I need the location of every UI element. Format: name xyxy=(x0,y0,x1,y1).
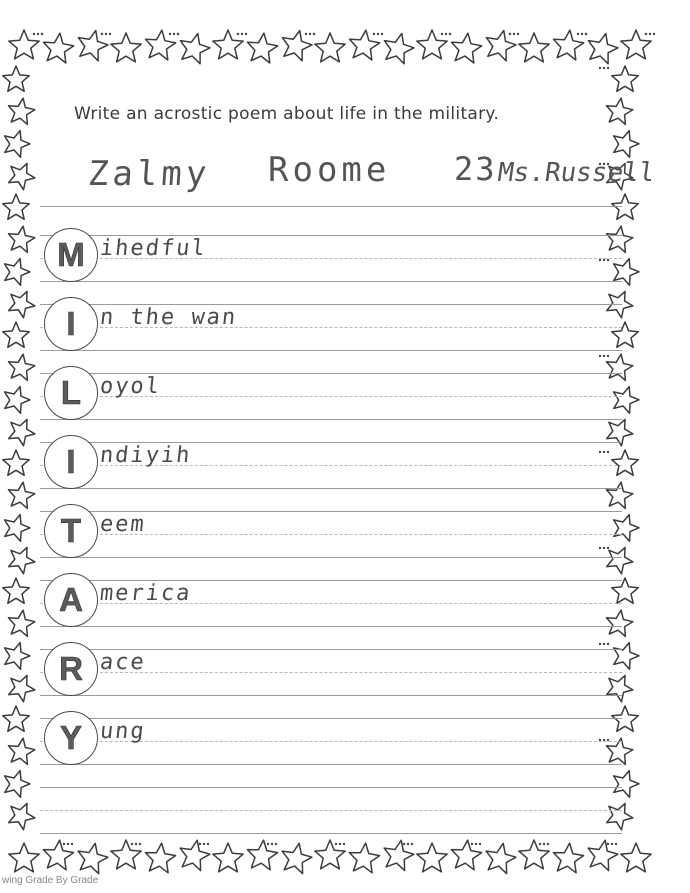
dot-ornament xyxy=(41,33,43,35)
dot-ornament xyxy=(607,259,609,261)
dot-ornament xyxy=(37,33,39,35)
star-icon xyxy=(9,354,35,380)
star-icon xyxy=(9,547,35,573)
star-icon xyxy=(146,30,176,60)
dot-ornament xyxy=(479,843,481,845)
dot-ornament xyxy=(275,843,277,845)
star-icon xyxy=(3,322,30,347)
dot-ornament xyxy=(71,843,73,845)
dot-ornament xyxy=(267,843,269,845)
star-icon xyxy=(612,450,639,475)
star-icon xyxy=(3,578,30,603)
acrostic-letter-circle xyxy=(44,711,98,765)
acrostic-letter: I xyxy=(66,443,76,480)
star-icon xyxy=(612,322,639,347)
dot-ornament xyxy=(105,33,107,35)
star-icon xyxy=(9,675,35,701)
dot-ornament xyxy=(509,33,511,35)
star-icon xyxy=(486,31,516,61)
dot-ornament xyxy=(313,33,315,35)
dot-ornament xyxy=(411,843,413,845)
star-icon xyxy=(315,33,345,62)
acrostic-line-text: merica xyxy=(98,581,193,606)
star-icon xyxy=(5,259,30,286)
dot-ornament xyxy=(245,33,247,35)
dot-ornament xyxy=(177,33,179,35)
star-icon xyxy=(43,840,73,870)
star-icon xyxy=(417,843,447,872)
dot-ornament xyxy=(237,33,239,35)
dot-ornament xyxy=(475,843,477,845)
dot-ornament xyxy=(199,843,201,845)
dot-ornament xyxy=(373,33,375,35)
star-icon xyxy=(5,387,30,414)
dot-ornament xyxy=(377,33,379,35)
star-icon xyxy=(111,33,141,62)
star-icon xyxy=(78,843,108,873)
dot-ornament xyxy=(603,67,605,69)
dot-ornament xyxy=(539,843,541,845)
acrostic-row xyxy=(44,573,604,633)
star-icon xyxy=(349,843,379,873)
star-icon xyxy=(282,31,312,61)
dot-ornament xyxy=(517,33,519,35)
star-icon xyxy=(607,98,633,124)
star-icon xyxy=(5,131,30,158)
dot-ornament xyxy=(449,33,451,35)
star-icon xyxy=(9,738,35,764)
star-icon xyxy=(607,610,633,636)
dot-ornament xyxy=(611,843,613,845)
dot-ornament xyxy=(63,843,65,845)
dot-ornament xyxy=(607,643,609,645)
dot-ornament xyxy=(513,33,515,35)
dot-ornament xyxy=(607,547,609,549)
star-icon xyxy=(554,30,584,60)
star-icon xyxy=(614,515,639,542)
acrostic-letter: T xyxy=(60,512,82,549)
star-icon xyxy=(384,840,414,870)
acrostic-row xyxy=(44,366,604,426)
dot-ornament xyxy=(135,843,137,845)
dot-ornament xyxy=(335,843,337,845)
star-icon xyxy=(614,771,639,798)
dot-ornament xyxy=(607,355,609,357)
star-icon xyxy=(612,66,639,91)
acrostic-letter-circle xyxy=(44,504,98,558)
acrostic-letter-circle xyxy=(44,573,98,627)
star-icon xyxy=(9,419,35,445)
acrostic-line-text: ace xyxy=(98,650,148,675)
acrostic-row xyxy=(44,642,604,702)
dot-ornament xyxy=(445,33,447,35)
star-icon xyxy=(614,387,639,414)
dot-ornament xyxy=(653,33,655,35)
star-icon xyxy=(607,803,633,829)
dot-ornament xyxy=(101,33,103,35)
worksheet-prompt: Write an acrostic poem about life in the military. xyxy=(74,104,500,124)
star-icon xyxy=(614,643,639,670)
star-icon xyxy=(5,771,30,798)
dot-ornament xyxy=(139,843,141,845)
star-icon xyxy=(607,738,633,764)
dot-ornament xyxy=(271,843,273,845)
star-icon xyxy=(180,840,210,870)
acrostic-letter: Y xyxy=(59,719,82,756)
dot-ornament xyxy=(169,33,171,35)
dot-ornament xyxy=(547,843,549,845)
acrostic-letter: M xyxy=(57,236,85,273)
acrostic-row xyxy=(44,297,604,357)
star-icon xyxy=(9,226,35,252)
dot-ornament xyxy=(339,843,341,845)
dot-ornament xyxy=(403,843,405,845)
acrostic-row xyxy=(44,504,604,564)
acrostic-line-text: ung xyxy=(98,719,148,744)
dot-ornament xyxy=(241,33,243,35)
writing-line xyxy=(40,206,622,207)
star-icon xyxy=(607,675,633,701)
star-icon xyxy=(607,547,633,573)
star-icon xyxy=(9,843,39,872)
dot-ornament xyxy=(607,451,609,453)
star-icon xyxy=(282,843,312,873)
star-icon xyxy=(607,482,633,508)
star-icon xyxy=(384,34,414,64)
dot-ornament xyxy=(607,843,609,845)
dot-ornament xyxy=(207,843,209,845)
star-icon xyxy=(145,843,175,873)
dot-ornament xyxy=(173,33,175,35)
star-icon xyxy=(519,33,549,62)
acrostic-letter-circle xyxy=(44,642,98,696)
acrostic-line-text: n the wan xyxy=(98,305,239,330)
dot-ornament xyxy=(471,843,473,845)
dot-ornament xyxy=(309,33,311,35)
dot-ornament xyxy=(607,67,609,69)
star-icon xyxy=(588,840,618,870)
star-icon xyxy=(486,843,516,873)
star-icon xyxy=(588,34,618,64)
dot-ornament xyxy=(381,33,383,35)
dot-ornament xyxy=(649,33,651,35)
star-icon xyxy=(3,450,30,475)
star-icon xyxy=(78,31,108,61)
writing-line xyxy=(40,833,622,834)
dot-ornament xyxy=(109,33,111,35)
star-icon xyxy=(3,706,30,731)
acrostic-letter: A xyxy=(59,581,83,618)
publisher-footer: wing Grade By Grade xyxy=(2,875,99,886)
writing-line xyxy=(40,787,622,788)
acrostic-line-text: oyol xyxy=(98,374,163,399)
dot-ornament xyxy=(543,843,545,845)
dot-ornament xyxy=(441,33,443,35)
star-icon xyxy=(9,291,35,317)
star-icon xyxy=(9,98,35,124)
acrostic-line-text: eem xyxy=(98,512,148,537)
star-icon xyxy=(5,643,30,670)
student-header xyxy=(86,150,657,200)
star-icon xyxy=(9,803,35,829)
star-icon xyxy=(180,34,210,64)
star-icon xyxy=(607,226,633,252)
acrostic-letter-circle xyxy=(44,435,98,489)
dot-ornament xyxy=(33,33,35,35)
dot-ornament xyxy=(577,33,579,35)
dot-ornament xyxy=(131,843,133,845)
star-icon xyxy=(247,840,277,870)
star-icon xyxy=(5,515,30,542)
dot-ornament xyxy=(407,843,409,845)
star-icon xyxy=(44,33,74,63)
dot-ornament xyxy=(343,843,345,845)
acrostic-line-text: ndiyih xyxy=(98,443,193,468)
dot-ornament xyxy=(305,33,307,35)
star-icon xyxy=(3,194,30,219)
star-icon xyxy=(9,163,35,189)
writing-guide-line xyxy=(40,810,622,811)
star-icon xyxy=(451,840,481,870)
dot-ornament xyxy=(203,843,205,845)
dot-ornament xyxy=(581,33,583,35)
student-first-name: Zalmy xyxy=(86,154,212,194)
acrostic-letter-circle xyxy=(44,228,98,282)
acrostic-letter: R xyxy=(59,650,83,687)
student-last-name: Roome xyxy=(268,150,391,190)
dot-ornament xyxy=(615,843,617,845)
acrostic-row xyxy=(44,711,604,771)
star-icon xyxy=(9,610,35,636)
acrostic-row xyxy=(44,228,604,288)
acrostic-row xyxy=(44,435,604,495)
dot-ornament xyxy=(645,33,647,35)
acrostic-letter-circle xyxy=(44,366,98,420)
student-number: 23 xyxy=(454,150,497,188)
acrostic-letter: L xyxy=(60,374,82,411)
acrostic-letter-circle xyxy=(44,297,98,351)
dot-ornament xyxy=(585,33,587,35)
star-icon xyxy=(607,354,633,380)
acrostic-letter: I xyxy=(66,305,76,342)
acrostic-line-text: ihedful xyxy=(98,236,209,261)
star-icon xyxy=(553,843,583,873)
teacher-name: Ms.Russell xyxy=(495,158,657,188)
star-icon xyxy=(3,66,30,91)
star-icon xyxy=(9,482,35,508)
star-icon xyxy=(612,578,639,603)
star-icon xyxy=(213,843,243,872)
dot-ornament xyxy=(67,843,69,845)
star-icon xyxy=(350,30,380,60)
star-icon xyxy=(621,843,651,872)
dot-ornament xyxy=(599,67,601,69)
star-icon xyxy=(452,33,482,63)
star-icon xyxy=(248,33,278,63)
